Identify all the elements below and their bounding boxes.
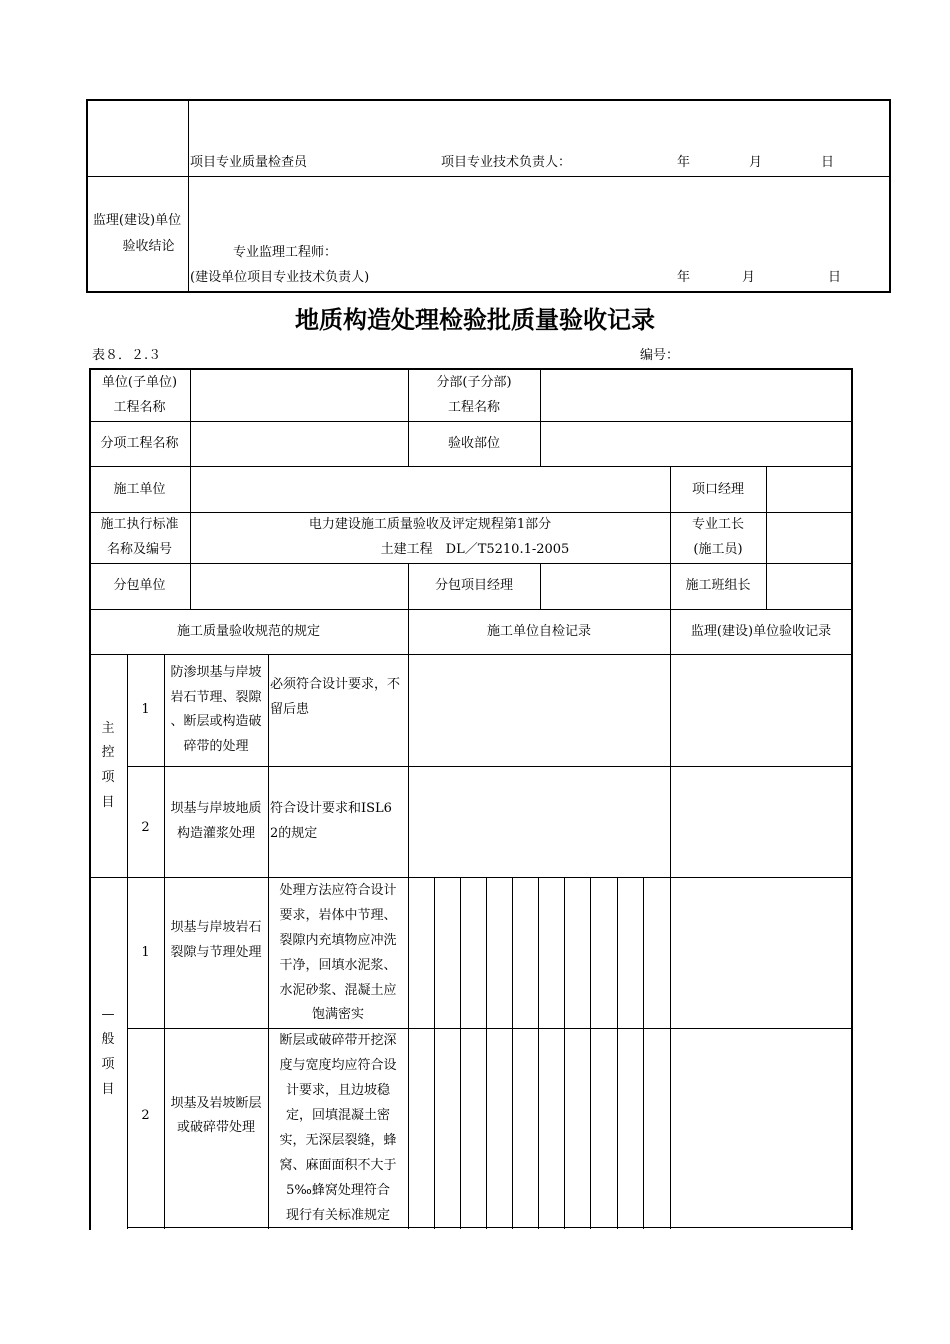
general-item-2-name-2: 或破碎带处理 <box>176 1120 255 1135</box>
standard-value-1: 电力建设施工质量验收及评定规程第1部分 <box>308 517 552 532</box>
general-item-1-req-3: 裂隙内充填物应冲洗 <box>279 933 397 948</box>
team-leader-label: 施工班组长 <box>685 578 751 593</box>
sub-project-label-2: 工程名称 <box>447 400 500 415</box>
general-item-1-name-2: 裂隙与节理处理 <box>170 945 262 960</box>
serial-number-label: 编号： <box>640 348 680 363</box>
self-check-column-header: 施工单位自检记录 <box>486 624 591 639</box>
form-title: 地质构造处理检验批质量验收记录 <box>295 306 655 334</box>
general-label-1: — <box>101 1007 115 1022</box>
general-item-1-name-1: 坝基与岸坡岩石 <box>170 920 262 935</box>
owner-tech-lead-label: (建设单位项目专业技术负责人) <box>190 270 370 285</box>
general-item-2-req-6: 窝、麻面面积不大于 <box>279 1158 397 1173</box>
sub-manager-label: 分包项目经理 <box>434 578 513 593</box>
supervision-label-1: 监理(建设)单位 <box>92 213 182 228</box>
main-item-1-number: 1 <box>141 702 150 717</box>
foreman-label-2: (施工员) <box>693 542 743 557</box>
standard-label-2: 名称及编号 <box>106 542 172 557</box>
date-year: 年 <box>677 155 691 170</box>
general-item-2-req-8: 现行有关标准规定 <box>285 1208 390 1223</box>
main-control-label-2: 控 <box>101 745 115 760</box>
main-item-2-req-1: 符合设计要求和ISL6 <box>270 801 392 816</box>
standard-value-2: 土建工程 DL／T5210.1-2005 <box>380 542 570 557</box>
standard-label-1: 施工执行标准 <box>100 517 179 532</box>
general-label-4: 目 <box>101 1082 115 1097</box>
acceptance-part-label: 验收部位 <box>447 436 500 451</box>
general-item-1-number: 1 <box>141 945 150 960</box>
general-item-2-number: 2 <box>141 1108 150 1123</box>
table-number: 表８．２.３ <box>92 348 162 363</box>
general-item-1-req-1: 处理方法应符合设计 <box>279 883 397 898</box>
general-label-2: 般 <box>101 1032 115 1047</box>
general-item-2-req-5: 实，无深层裂缝，蜂 <box>279 1133 397 1148</box>
main-item-2-req-2: 2的规定 <box>270 826 318 841</box>
main-item-2-name-1: 坝基与岸坡地质 <box>170 801 262 816</box>
general-item-2-req-1: 断层或破碎带开挖深 <box>279 1033 397 1048</box>
general-item-1-req-5: 水泥砂浆、混凝土应 <box>279 983 397 998</box>
construction-unit-label: 施工单位 <box>113 482 166 497</box>
date2-month: 月 <box>742 270 756 285</box>
main-item-1-name-1: 防渗坝基与岸坡 <box>170 665 262 680</box>
unit-project-label-2: 工程名称 <box>113 400 166 415</box>
unit-project-label-1: 单位(子单位) <box>101 375 178 390</box>
main-item-1-req-1: 必须符合设计要求，不 <box>270 677 401 692</box>
general-item-2-req-7: 5‰蜂窝处理符合 <box>286 1183 390 1198</box>
tech-lead-label: 项目专业技术负责人： <box>441 155 572 170</box>
main-item-1-name-3: 、断层或构造破 <box>170 714 262 729</box>
main-control-label-4: 目 <box>101 795 115 810</box>
date-day: 日 <box>821 155 835 170</box>
supervisor-engineer-label: 专业监理工程师： <box>233 245 338 260</box>
inspector-label: 项目专业质量检查员 <box>190 155 308 170</box>
main-item-1-req-2: 留后患 <box>270 702 310 717</box>
general-item-2-req-2: 度与宽度均应符合设 <box>279 1058 397 1073</box>
supervision-label-2: 验收结论 <box>122 239 175 254</box>
general-label-3: 项 <box>101 1057 115 1072</box>
supervision-column-header: 监理(建设)单位验收记录 <box>690 624 832 639</box>
general-item-2-req-3: 计要求，且边坡稳 <box>285 1083 390 1098</box>
general-item-2-name-1: 坝基及岩坡断层 <box>170 1096 262 1111</box>
main-control-label-1: 主 <box>101 721 115 736</box>
date-month: 月 <box>749 155 763 170</box>
main-item-1-name-4: 碎带的处理 <box>183 739 249 754</box>
general-item-2-req-4: 定，回填混凝土密 <box>285 1108 390 1123</box>
project-manager-label: 项口经理 <box>691 482 744 497</box>
general-item-1-req-2: 要求，岩体中节理、 <box>279 908 397 923</box>
subcontractor-label: 分包单位 <box>113 578 166 593</box>
main-control-label-3: 项 <box>101 770 115 785</box>
main-item-2-number: 2 <box>141 820 150 835</box>
main-item-2-name-2: 构造灌浆处理 <box>176 826 255 841</box>
date2-year: 年 <box>677 270 691 285</box>
foreman-label-1: 专业工长 <box>691 517 744 532</box>
general-item-1-req-6: 饱满密实 <box>311 1007 364 1022</box>
date2-day: 日 <box>828 270 842 285</box>
item-project-label: 分项工程名称 <box>100 436 179 451</box>
general-item-1-req-4: 干净，回填水泥浆、 <box>279 958 397 973</box>
spec-column-header: 施工质量验收规范的规定 <box>176 624 320 639</box>
main-item-1-name-2: 岩石节理、裂隙 <box>170 690 262 705</box>
sub-project-label-1: 分部(子分部) <box>436 375 512 390</box>
